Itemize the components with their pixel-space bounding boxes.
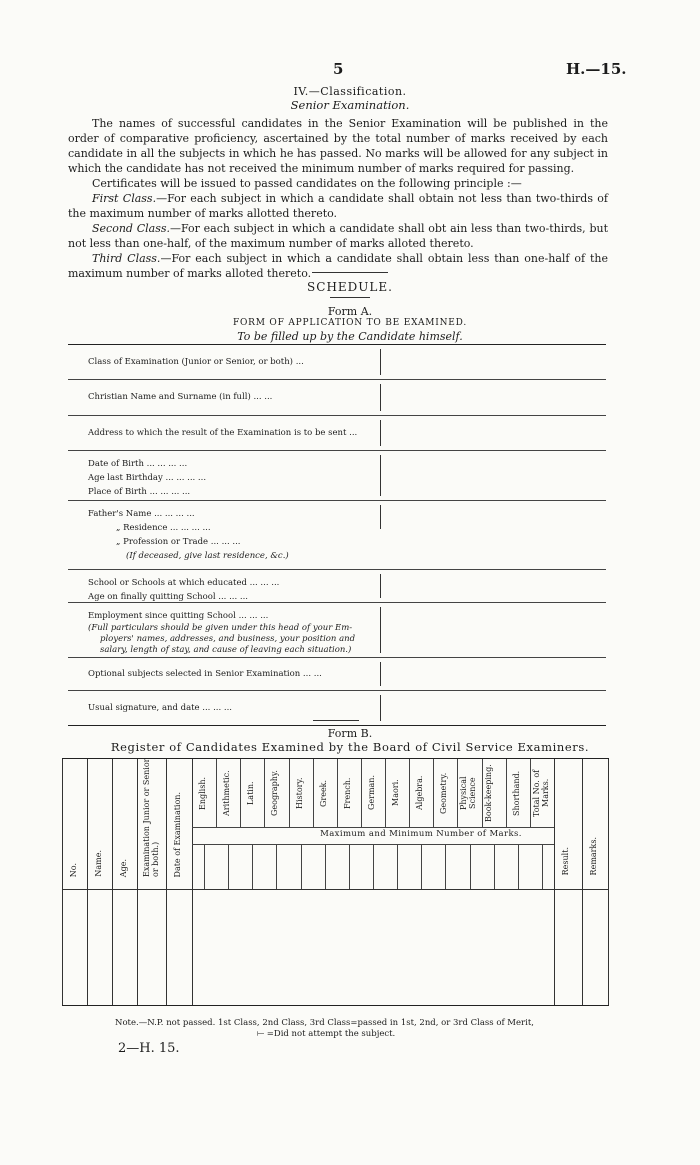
field-label: „ Profession or Trade ... ... ... — [116, 537, 241, 547]
field-note: (If deceased, give last residence, &c.) — [126, 551, 289, 561]
column-divider — [112, 759, 113, 1005]
subject-tick — [349, 844, 350, 889]
subject-tick — [325, 844, 326, 889]
class-text: —For each subject in which a candidate shall obtain not less than two-thirds of the maximum number of marks allotted thereto. — [68, 192, 608, 220]
subject-tick — [204, 844, 205, 889]
col-name: Name. — [94, 850, 103, 877]
field-label: Usual signature, and date ... ... ... — [88, 703, 233, 713]
form-a-answer-field[interactable] — [380, 695, 381, 721]
subject-column-label: History. — [294, 777, 304, 809]
subject-tick — [518, 844, 519, 889]
column-divider — [62, 759, 63, 1005]
subject-column-label: Total No. of Marks. — [531, 769, 550, 817]
section-subtitle: Senior Examination. — [290, 98, 410, 112]
class-second — [68, 221, 608, 251]
subject-column-label: Maori. — [391, 779, 401, 807]
divider — [330, 297, 370, 298]
subject-divider — [409, 759, 410, 827]
subject-column-label: Shorthand. — [511, 770, 521, 816]
form-a-row — [68, 603, 606, 658]
field-note: salary, length of stay, and cause of leaving each situation.) — [100, 645, 352, 655]
section-title — [0, 85, 700, 98]
note-line-2: ⟝ =Did not attempt the subject. — [257, 1029, 396, 1039]
column-divider — [166, 759, 167, 1005]
page-reference: H.—15. — [566, 60, 627, 78]
field-note: ployers' names, addresses, and business, your position and — [100, 634, 356, 644]
field-label: School or Schools at which educated ... ... ... — [88, 578, 280, 588]
schedule-heading: SCHEDULE. — [307, 280, 393, 294]
form-a-label — [68, 603, 380, 661]
column-divider — [554, 759, 555, 1005]
col-date-of-examination: Date of Examination. — [173, 791, 182, 877]
class-label: First Class. — [92, 192, 157, 205]
form-a-row — [68, 501, 606, 570]
field-label: Father's Name ... ... ... ... — [88, 509, 195, 519]
page-number: 5 — [333, 60, 344, 78]
form-a-table — [68, 344, 606, 726]
subject-column-label: German. — [367, 775, 376, 811]
form-a-row — [68, 345, 606, 380]
subject-divider — [216, 759, 217, 827]
column-divider — [137, 759, 138, 1005]
max-min-label: Maximum and Minimum Number of Marks. — [320, 829, 522, 839]
subject-divider — [313, 759, 314, 827]
form-a-answer-field[interactable] — [380, 349, 381, 375]
class-first — [68, 191, 608, 221]
form-b-subtitle: Register of Candidates Examined by the Board of Civil Service Examiners. — [110, 740, 590, 754]
subject-divider — [361, 759, 362, 827]
subject-column-label: Book-keeping. — [483, 764, 493, 822]
form-a-answer-field[interactable] — [380, 505, 381, 529]
form-a-answer-field[interactable] — [380, 574, 381, 598]
subject-divider — [457, 759, 458, 827]
form-a-answer-field[interactable] — [380, 607, 381, 653]
col-examination: Examination Junior or Senior or both.) — [142, 758, 160, 877]
max-min-rule — [192, 827, 554, 828]
header-rule — [62, 889, 609, 890]
column-divider — [192, 759, 193, 1005]
field-label: Age last Birthday ... ... ... ... — [88, 473, 207, 483]
class-third — [68, 251, 608, 281]
subject-column-label: Latin. — [246, 781, 256, 805]
subject-tick — [445, 844, 446, 889]
subject-divider — [264, 759, 265, 827]
subject-column-label: English. — [198, 776, 208, 810]
class-label: Third Class. — [92, 252, 161, 265]
subject-tick — [421, 844, 422, 889]
form-a-answer-field[interactable] — [380, 662, 381, 686]
form-a-label — [68, 658, 380, 686]
field-note: (Full particulars should be given under this head of your Em- — [88, 623, 353, 633]
form-a-subtitle: FORM OF APPLICATION TO BE EXAMINED. — [232, 318, 468, 328]
form-a-label — [68, 451, 380, 504]
subject-tick — [397, 844, 398, 889]
subject-tick — [494, 844, 495, 889]
form-a-label — [68, 691, 380, 720]
subject-tick — [252, 844, 253, 889]
subject-tick — [301, 844, 302, 889]
field-label: Age on finally quitting School ... ... ... — [88, 592, 248, 602]
class-label: Second Class. — [92, 222, 170, 235]
form-a-row — [68, 451, 606, 501]
field-label: „ Residence ... ... ... ... — [116, 523, 211, 533]
divider — [313, 720, 359, 721]
form-b-title: Form B. — [327, 727, 373, 740]
form-a-row — [68, 570, 606, 603]
max-min-rule — [192, 844, 554, 845]
subject-tick — [470, 844, 471, 889]
class-text: —For each subject in which a candidate shall obt ain less than two-thirds, but not less than one-half, of the maximum number of marks alloted thereto. — [68, 222, 608, 250]
form-b-register-table — [62, 758, 609, 1006]
form-a-label — [68, 380, 380, 409]
form-a-row — [68, 416, 606, 451]
form-a-label — [68, 501, 380, 568]
subject-tick — [373, 844, 374, 889]
class-text: —For each subject in which a candidate shall obtain less than one-half of the maximum number of marks alloted thereto. — [68, 252, 608, 280]
subject-column-label: Geometry. — [439, 772, 449, 814]
subject-divider — [337, 759, 338, 827]
col-no: No. — [69, 862, 78, 877]
col-result: Result. — [561, 846, 570, 875]
subject-column-label: Arithmetic. — [222, 770, 232, 816]
subject-tick — [276, 844, 277, 889]
field-label: Place of Birth ... ... ... ... — [88, 487, 191, 497]
form-a-label — [68, 416, 380, 445]
field-label: Employment since quitting School ... ... ... — [88, 611, 269, 621]
form-a-answer-field[interactable] — [380, 384, 381, 411]
column-divider — [608, 759, 609, 1005]
form-a-row — [68, 658, 606, 691]
paragraph: The names of successful candidates in the Senior Examination will be published in the order of comparative proficiency, ascertained by the total number of marks received by each candidate in all the subjects in which he has passed. No marks will be allowed for any subject in which the candidate has not received the minimum number of marks required for passing. — [68, 117, 608, 175]
col-age: Age. — [119, 858, 128, 877]
field-label: Class of Examination (Junior or Senior, or both) ... — [88, 357, 304, 367]
form-a-title: Form A. — [327, 305, 373, 318]
footer-note — [115, 1018, 595, 1040]
form-a-row — [68, 380, 606, 416]
field-label: Address to which the result of the Examination is to be sent ... — [88, 428, 358, 438]
form-a-answer-field[interactable] — [380, 455, 381, 496]
subject-column-label: Algebra. — [415, 775, 425, 811]
paragraph: Certificates will be issued to passed candidates on the following principle :— — [92, 177, 522, 190]
subject-divider — [385, 759, 386, 827]
note-line-1: Note.—N.P. not passed. 1st Class, 2nd Class, 3rd Class=passed in 1st, 2nd, or 3rd Class of Merit, — [115, 1018, 534, 1028]
section-body — [68, 116, 608, 281]
divider — [312, 272, 388, 273]
subject-tick — [228, 844, 229, 889]
field-label: Christian Name and Surname (in full) ... ... — [88, 392, 273, 402]
subject-divider — [289, 759, 290, 827]
form-a-instruction: To be filled up by the Candidate himself. — [237, 330, 463, 343]
subject-tick — [542, 844, 543, 889]
column-divider — [582, 759, 583, 1005]
col-remarks: Remarks. — [589, 836, 598, 875]
subject-divider — [240, 759, 241, 827]
signature-mark: 2—H. 15. — [118, 1041, 180, 1056]
column-divider — [87, 759, 88, 1005]
subject-column-label: Physical Science — [459, 776, 478, 810]
subject-column-label: French. — [342, 777, 352, 809]
subject-column-label: Geography. — [270, 770, 280, 816]
form-a-label — [68, 345, 380, 374]
subject-divider — [506, 759, 507, 827]
subject-divider — [530, 759, 531, 827]
subject-column-label: Greek. — [318, 779, 328, 807]
section-title-text: IV.—Classification. — [293, 85, 407, 98]
field-label: Date of Birth ... ... ... ... — [88, 459, 188, 469]
subject-divider — [433, 759, 434, 827]
form-a-answer-field[interactable] — [380, 420, 381, 446]
subject-divider — [482, 759, 483, 827]
field-label: Optional subjects selected in Senior Examination ... ... — [88, 669, 322, 679]
